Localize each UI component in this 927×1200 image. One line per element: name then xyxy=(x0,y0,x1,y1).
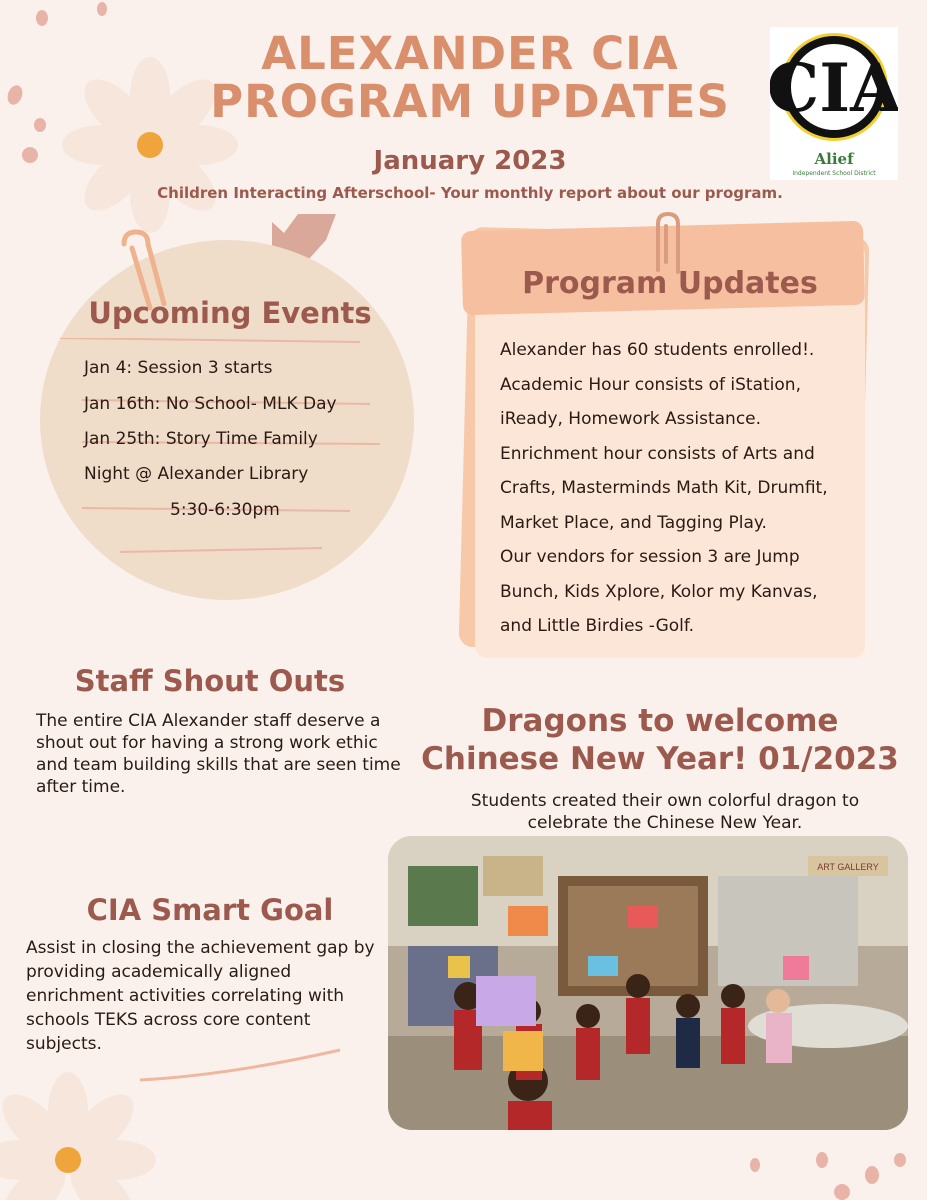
updates-line: and Little Birdies -Golf. xyxy=(500,616,695,636)
updates-line: Academic Hour consists of iStation, xyxy=(500,374,801,395)
tagline: Children Interacting Afterschool- Your monthly report about our program. xyxy=(157,184,783,202)
page-title xyxy=(180,27,760,128)
dragons-caption xyxy=(440,790,890,834)
cia-logo xyxy=(770,27,898,180)
shoutouts-heading: Staff Shout Outs xyxy=(74,664,346,698)
updates-line: Enrichment hour consists of Arts and xyxy=(500,443,815,464)
event-item: Jan 16th: No School- MLK Day xyxy=(84,394,337,414)
logo-district-sub: Independent School District xyxy=(792,170,876,177)
photo-sign: ART GALLERY xyxy=(817,862,879,872)
event-item: Night @ Alexander Library xyxy=(84,464,309,484)
updates-line: Alexander has 60 students enrolled!. xyxy=(500,340,815,360)
dragons-caption-line-2: celebrate the Chinese New Year. xyxy=(527,813,803,833)
goal-text: Assist in closing the achievement gap by providing academically aligned enrichment activities correlating with schools TEKS across core content subjects. xyxy=(26,938,375,1054)
classroom-photo xyxy=(388,836,908,1130)
dragons-heading xyxy=(420,702,900,778)
title-line-2: PROGRAM UPDATES xyxy=(210,75,730,128)
events-heading: Upcoming Events xyxy=(88,296,372,330)
shoutouts-text: The entire CIA Alexander staff deserve a shout out for having a strong work ethic and team building skills that are seen time after time. xyxy=(36,711,401,797)
updates-line: iReady, Homework Assistance. xyxy=(500,409,762,429)
event-item: Jan 25th: Story Time Family xyxy=(84,429,318,449)
updates-line: Crafts, Masterminds Math Kit, Drumfit, xyxy=(500,478,828,498)
logo-district: Alief xyxy=(814,150,854,168)
dragons-heading-line-1: Dragons to welcome xyxy=(481,703,839,739)
goal-heading: CIA Smart Goal xyxy=(86,893,334,927)
daisy-bottom-left xyxy=(0,1072,156,1200)
issue-month: January 2023 xyxy=(373,146,567,176)
updates-heading: Program Updates xyxy=(522,266,818,301)
updates-line: Market Place, and Tagging Play. xyxy=(500,512,767,533)
svg-text:CIA: CIA xyxy=(770,49,898,127)
updates-line: Bunch, Kids Xplore, Kolor my Kanvas, xyxy=(500,581,818,602)
event-item: Jan 4: Session 3 starts xyxy=(84,358,273,378)
dragons-caption-line-1: Students created their own colorful dragon to xyxy=(470,791,860,811)
title-line-1: ALEXANDER CIA xyxy=(261,27,679,80)
updates-line: Our vendors for session 3 are Jump xyxy=(500,547,800,567)
updates-body xyxy=(500,333,850,644)
dragons-heading-line-2: Chinese New Year! 01/2023 xyxy=(421,741,899,777)
event-item: 5:30-6:30pm xyxy=(170,500,280,520)
